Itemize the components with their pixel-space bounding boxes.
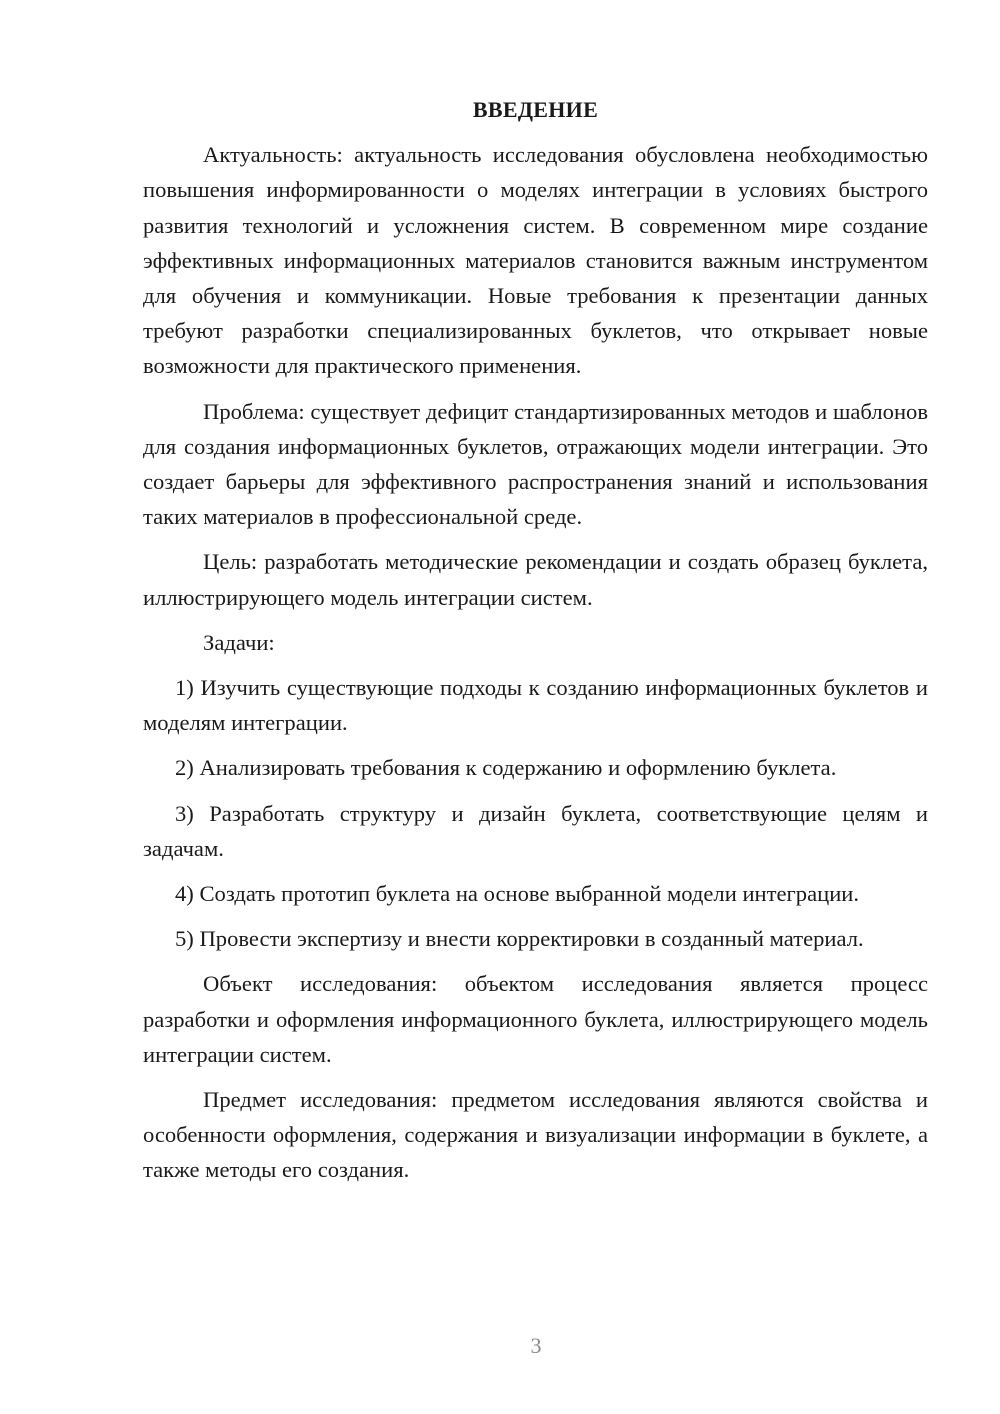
- goal-paragraph: Цель: разработать методические рекомендации и создать образец буклета, иллюстрирующего модель интеграции систем.: [143, 549, 928, 610]
- task-item-2: 2) Анализировать требования к содержанию и оформлению буклета.: [175, 755, 837, 781]
- relevance-paragraph: Актуальность: актуальность исследования обусловлена необходимостью повышения информированности о моделях интеграции в условиях быстрого развития технологий и усложнения систем. В современном мире создание эффективных информационных материалов становится важным инструментом для обучения и коммуникации. Новые требования к презентации данных требуют разработки специализированных буклетов, что открывает новые возможности для практического применения.: [143, 142, 928, 379]
- task-item-3: 3) Разработать структуру и дизайн буклета, соответствующие целям и задачам.: [143, 800, 928, 861]
- task-item-4: 4) Создать прототип буклета на основе выбранной модели интеграции.: [175, 881, 860, 907]
- task-item-1: 1) Изучить существующие подходы к созданию информационных буклетов и моделям интеграции.: [143, 675, 928, 736]
- problem-paragraph: Проблема: существует дефицит стандартизированных методов и шаблонов для создания информационных буклетов, отражающих модели интеграции. Это создает барьеры для эффективного распространения знаний и использования таких материалов в профессиональной среде.: [143, 398, 928, 530]
- page-number: 3: [530, 1333, 542, 1358]
- task-item-5: 5) Провести экспертизу и внести корректировки в созданный материал.: [175, 926, 864, 952]
- subject-paragraph: Предмет исследования: предметом исследования являются свойства и особенности оформления, содержания и визуализации информации в буклете, а также методы его создания.: [143, 1087, 928, 1183]
- document-page: [143, 92, 928, 1198]
- section-title: ВВЕДЕНИЕ: [472, 97, 599, 122]
- object-paragraph: Объект исследования: объектом исследования является процесс разработки и оформления информационного буклета, иллюстрирующего модель интеграции систем.: [143, 971, 928, 1067]
- tasks-heading: Задачи:: [203, 629, 275, 655]
